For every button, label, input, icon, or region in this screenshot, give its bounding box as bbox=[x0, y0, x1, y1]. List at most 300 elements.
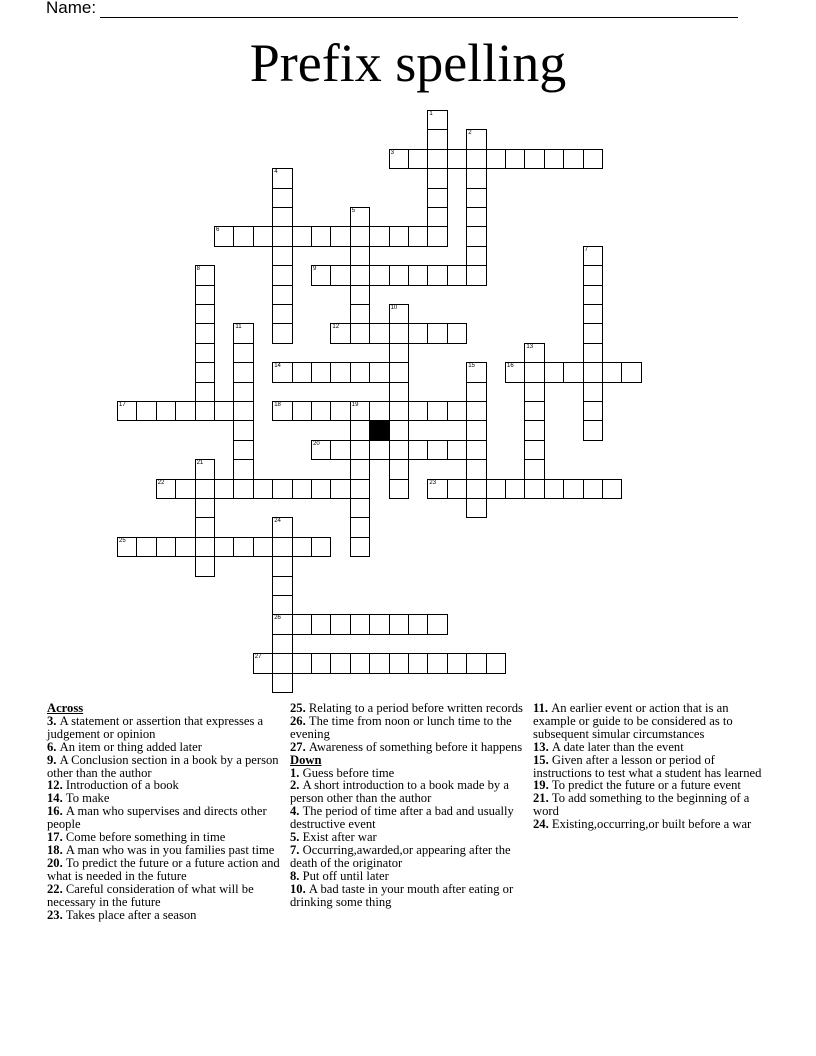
cell-number: 1 bbox=[429, 111, 433, 117]
grid-cell[interactable] bbox=[427, 440, 447, 460]
clue-item bbox=[290, 715, 530, 741]
grid-cell[interactable] bbox=[369, 653, 389, 673]
grid-cell[interactable] bbox=[195, 323, 215, 343]
grid-cell[interactable] bbox=[583, 382, 603, 402]
grid-cell[interactable] bbox=[524, 382, 544, 402]
grid-cell[interactable] bbox=[466, 168, 486, 188]
cell-number: 21 bbox=[196, 460, 204, 467]
clue-number-dot: . bbox=[59, 804, 66, 819]
grid-cell[interactable] bbox=[292, 479, 312, 499]
grid-cell[interactable] bbox=[272, 207, 292, 227]
clue-number: 8 bbox=[290, 868, 297, 883]
grid-cell[interactable] bbox=[369, 323, 389, 343]
grid-cell[interactable] bbox=[195, 401, 215, 421]
grid-cell[interactable] bbox=[292, 362, 312, 382]
grid-cell[interactable] bbox=[272, 285, 292, 305]
clue-number-dot: . bbox=[296, 804, 303, 819]
clue-number: 12 bbox=[47, 778, 60, 793]
grid-cell[interactable] bbox=[563, 149, 583, 169]
grid-cell[interactable] bbox=[330, 440, 350, 460]
grid-cell[interactable] bbox=[466, 207, 486, 227]
grid-cell[interactable] bbox=[544, 479, 564, 499]
grid-cell[interactable] bbox=[195, 459, 215, 479]
grid-cell[interactable] bbox=[524, 479, 544, 499]
grid-cell[interactable] bbox=[466, 382, 486, 402]
grid-cell[interactable] bbox=[272, 265, 292, 285]
grid-cell[interactable] bbox=[272, 246, 292, 266]
grid-cell[interactable] bbox=[427, 188, 447, 208]
clue-number-dot: . bbox=[59, 778, 66, 793]
grid-cell[interactable] bbox=[253, 479, 273, 499]
grid-cell[interactable] bbox=[389, 401, 409, 421]
grid-cell[interactable] bbox=[330, 362, 350, 382]
grid-cell[interactable] bbox=[311, 265, 331, 285]
clue-number: 13 bbox=[533, 739, 546, 754]
grid-cell[interactable] bbox=[447, 323, 467, 343]
grid-cell[interactable] bbox=[583, 285, 603, 305]
grid-cell[interactable] bbox=[195, 517, 215, 537]
cell-number: 17 bbox=[119, 402, 126, 408]
grid-cell[interactable] bbox=[272, 517, 292, 537]
grid-cell[interactable] bbox=[214, 401, 234, 421]
grid-cell[interactable] bbox=[233, 382, 253, 402]
grid-cell[interactable] bbox=[427, 401, 447, 421]
grid-cell[interactable] bbox=[505, 362, 525, 382]
grid-cell[interactable] bbox=[408, 226, 428, 246]
grid-cell[interactable] bbox=[583, 362, 603, 382]
black-cell bbox=[369, 420, 389, 440]
cell-number: 6 bbox=[216, 227, 220, 234]
clues-column-3 bbox=[533, 702, 773, 831]
grid-cell[interactable] bbox=[233, 420, 253, 440]
grid-cell[interactable] bbox=[427, 265, 447, 285]
grid-cell[interactable] bbox=[583, 323, 603, 343]
grid-cell[interactable] bbox=[156, 537, 176, 557]
grid-cell[interactable] bbox=[466, 653, 486, 673]
grid-cell[interactable] bbox=[272, 304, 292, 324]
grid-cell[interactable] bbox=[486, 479, 506, 499]
grid-cell[interactable] bbox=[350, 614, 370, 634]
grid-cell[interactable] bbox=[563, 479, 583, 499]
clue-item bbox=[47, 754, 287, 780]
grid-cell[interactable] bbox=[292, 537, 312, 557]
grid-cell[interactable] bbox=[447, 265, 467, 285]
grid-cell[interactable] bbox=[272, 576, 292, 596]
grid-cell[interactable] bbox=[292, 226, 312, 246]
clue-item bbox=[290, 741, 530, 754]
clue-text: Awareness of something before it happens bbox=[308, 739, 523, 754]
grid-cell[interactable] bbox=[466, 401, 486, 421]
grid-cell[interactable] bbox=[466, 265, 486, 285]
grid-cell[interactable] bbox=[524, 401, 544, 421]
grid-cell[interactable] bbox=[117, 401, 137, 421]
grid-cell[interactable] bbox=[408, 149, 428, 169]
grid-cell[interactable] bbox=[136, 537, 156, 557]
grid-cell[interactable] bbox=[195, 556, 215, 576]
clue-text: To make bbox=[65, 791, 110, 806]
grid-cell[interactable] bbox=[389, 362, 409, 382]
grid-cell[interactable] bbox=[389, 323, 409, 343]
grid-cell[interactable] bbox=[195, 362, 215, 382]
grid-cell[interactable] bbox=[524, 362, 544, 382]
clue-number: 26 bbox=[290, 713, 303, 728]
clue-number-dot: . bbox=[302, 713, 309, 728]
grid-cell[interactable] bbox=[408, 614, 428, 634]
grid-cell[interactable] bbox=[466, 498, 486, 518]
grid-cell[interactable] bbox=[583, 479, 603, 499]
grid-cell[interactable] bbox=[330, 479, 350, 499]
clue-number: 27 bbox=[290, 739, 303, 754]
clue-number: 22 bbox=[47, 881, 60, 896]
cell-number: 4 bbox=[274, 169, 278, 176]
grid-cell[interactable] bbox=[350, 207, 370, 227]
grid-cell[interactable] bbox=[350, 265, 370, 285]
clue-text: Exist after war bbox=[302, 830, 377, 845]
grid-cell[interactable] bbox=[272, 537, 292, 557]
grid-cell[interactable] bbox=[408, 323, 428, 343]
grid-cell[interactable] bbox=[524, 149, 544, 169]
grid-cell[interactable] bbox=[544, 362, 564, 382]
grid-cell[interactable] bbox=[350, 226, 370, 246]
clue-text: Existing,occurring,or built before a war bbox=[551, 817, 752, 832]
grid-cell[interactable] bbox=[311, 537, 331, 557]
grid-cell[interactable] bbox=[408, 265, 428, 285]
grid-cell[interactable] bbox=[311, 614, 331, 634]
grid-cell[interactable] bbox=[272, 653, 292, 673]
cell-number: 27 bbox=[254, 654, 262, 661]
clue-number: 21 bbox=[533, 791, 546, 806]
grid-cell[interactable] bbox=[427, 614, 447, 634]
grid-cell[interactable] bbox=[427, 226, 447, 246]
grid-cell[interactable] bbox=[524, 343, 544, 363]
grid-cell[interactable] bbox=[195, 498, 215, 518]
grid-cell[interactable] bbox=[350, 362, 370, 382]
grid-cell[interactable] bbox=[369, 401, 389, 421]
grid-cell[interactable] bbox=[311, 226, 331, 246]
clue-number: 3 bbox=[47, 713, 54, 728]
grid-cell[interactable] bbox=[427, 323, 447, 343]
grid-cell[interactable] bbox=[389, 343, 409, 363]
clue-item bbox=[533, 818, 773, 831]
grid-cell[interactable] bbox=[272, 226, 292, 246]
grid-cell[interactable] bbox=[466, 129, 486, 149]
clue-item bbox=[290, 883, 530, 909]
grid-cell[interactable] bbox=[350, 440, 370, 460]
grid-cell[interactable] bbox=[447, 401, 467, 421]
grid-cell[interactable] bbox=[272, 673, 292, 693]
clue-item bbox=[290, 805, 530, 831]
clue-text: Put off until later bbox=[302, 868, 389, 883]
grid-cell[interactable] bbox=[350, 401, 370, 421]
grid-cell[interactable] bbox=[175, 401, 195, 421]
grid-cell[interactable] bbox=[447, 149, 467, 169]
clue-number-dot: . bbox=[545, 817, 552, 832]
grid-cell[interactable] bbox=[389, 653, 409, 673]
grid-cell[interactable] bbox=[350, 420, 370, 440]
grid-cell[interactable] bbox=[272, 634, 292, 654]
clue-text: A man who was in you families past time bbox=[65, 842, 275, 857]
grid-cell[interactable] bbox=[466, 420, 486, 440]
clue-number-dot: . bbox=[296, 842, 303, 857]
grid-cell[interactable] bbox=[466, 479, 486, 499]
grid-cell[interactable] bbox=[350, 285, 370, 305]
grid-cell[interactable] bbox=[408, 401, 428, 421]
down-heading: Down bbox=[290, 752, 322, 767]
grid-cell[interactable] bbox=[272, 614, 292, 634]
grid-cell[interactable] bbox=[621, 362, 641, 382]
grid-cell[interactable] bbox=[447, 479, 467, 499]
grid-cell[interactable] bbox=[292, 653, 312, 673]
grid-cell[interactable] bbox=[583, 401, 603, 421]
cell-number: 14 bbox=[274, 363, 281, 370]
grid-cell[interactable] bbox=[272, 362, 292, 382]
grid-cell[interactable] bbox=[233, 537, 253, 557]
grid-cell[interactable] bbox=[214, 537, 234, 557]
clue-number: 25 bbox=[290, 701, 303, 715]
clue-text: A date later than the event bbox=[551, 739, 684, 754]
grid-cell[interactable] bbox=[583, 304, 603, 324]
grid-cell[interactable] bbox=[369, 440, 389, 460]
clue-text: The period of time after a bad and usually destructive event bbox=[290, 804, 514, 832]
grid-cell[interactable] bbox=[583, 265, 603, 285]
grid-cell[interactable] bbox=[486, 653, 506, 673]
grid-cell[interactable] bbox=[233, 440, 253, 460]
grid-cell[interactable] bbox=[447, 440, 467, 460]
cell-number: 5 bbox=[351, 208, 356, 214]
clue-number: 16 bbox=[47, 804, 60, 819]
grid-cell[interactable] bbox=[389, 440, 409, 460]
grid-cell[interactable] bbox=[389, 304, 409, 324]
grid-cell[interactable] bbox=[311, 440, 331, 460]
grid-cell[interactable] bbox=[175, 479, 195, 499]
grid-cell[interactable] bbox=[583, 343, 603, 363]
grid-cell[interactable] bbox=[505, 149, 525, 169]
grid-cell[interactable] bbox=[272, 168, 292, 188]
grid-cell[interactable] bbox=[233, 323, 253, 343]
grid-cell[interactable] bbox=[408, 653, 428, 673]
grid-cell[interactable] bbox=[136, 401, 156, 421]
clue-number-dot: . bbox=[545, 778, 552, 793]
clue-number: 18 bbox=[47, 842, 60, 857]
grid-cell[interactable] bbox=[427, 479, 447, 499]
cell-number: 26 bbox=[274, 615, 281, 622]
grid-cell[interactable] bbox=[350, 537, 370, 557]
grid-cell[interactable] bbox=[195, 304, 215, 324]
grid-cell[interactable] bbox=[408, 440, 428, 460]
clue-number-dot: . bbox=[53, 739, 60, 754]
clue-number-dot: . bbox=[296, 765, 303, 780]
grid-cell[interactable] bbox=[427, 207, 447, 227]
grid-cell[interactable] bbox=[350, 653, 370, 673]
grid-cell[interactable] bbox=[369, 226, 389, 246]
clue-item bbox=[533, 792, 773, 818]
clue-number: 6 bbox=[47, 739, 54, 754]
clue-number: 14 bbox=[47, 791, 60, 806]
grid-cell[interactable] bbox=[389, 459, 409, 479]
clue-number-dot: . bbox=[302, 881, 309, 896]
grid-cell[interactable] bbox=[524, 420, 544, 440]
grid-cell[interactable] bbox=[466, 362, 486, 382]
cell-number: 10 bbox=[390, 305, 398, 311]
grid-cell[interactable] bbox=[369, 614, 389, 634]
grid-cell[interactable] bbox=[175, 537, 195, 557]
grid-cell[interactable] bbox=[311, 479, 331, 499]
grid-cell[interactable] bbox=[330, 323, 350, 343]
grid-cell[interactable] bbox=[311, 653, 331, 673]
clue-item bbox=[533, 702, 773, 741]
clue-text: An item or thing added later bbox=[59, 739, 202, 754]
grid-cell[interactable] bbox=[466, 226, 486, 246]
clue-text: Occurring,awarded,or appearing after the death of the originator bbox=[290, 842, 511, 870]
name-field[interactable] bbox=[46, 0, 738, 18]
grid-cell[interactable] bbox=[369, 362, 389, 382]
cell-number: 18 bbox=[274, 402, 281, 408]
cell-number: 9 bbox=[313, 266, 317, 273]
grid-cell[interactable] bbox=[583, 420, 603, 440]
grid-cell[interactable] bbox=[486, 149, 506, 169]
grid-cell[interactable] bbox=[272, 188, 292, 208]
grid-cell[interactable] bbox=[195, 285, 215, 305]
grid-cell[interactable] bbox=[330, 401, 350, 421]
cell-number: 25 bbox=[119, 537, 126, 544]
grid-cell[interactable] bbox=[195, 343, 215, 363]
grid-cell[interactable] bbox=[389, 382, 409, 402]
cell-number: 11 bbox=[235, 324, 242, 331]
grid-cell[interactable] bbox=[389, 265, 409, 285]
grid-cell[interactable] bbox=[233, 479, 253, 499]
clue-number: 19 bbox=[533, 778, 546, 793]
grid-cell[interactable] bbox=[447, 653, 467, 673]
grid-cell[interactable] bbox=[330, 265, 350, 285]
grid-cell[interactable] bbox=[253, 653, 273, 673]
clue-number: 2 bbox=[290, 778, 297, 793]
grid-cell[interactable] bbox=[466, 459, 486, 479]
grid-cell[interactable] bbox=[583, 149, 603, 169]
grid-cell[interactable] bbox=[156, 479, 176, 499]
grid-cell[interactable] bbox=[389, 226, 409, 246]
grid-cell[interactable] bbox=[563, 362, 583, 382]
cell-number: 3 bbox=[390, 149, 394, 156]
clue-number-dot: . bbox=[59, 855, 66, 870]
grid-cell[interactable] bbox=[253, 226, 273, 246]
grid-cell[interactable] bbox=[214, 479, 234, 499]
grid-cell[interactable] bbox=[389, 420, 409, 440]
clue-number-dot: . bbox=[53, 713, 60, 728]
cell-number: 8 bbox=[196, 266, 200, 273]
cell-number: 20 bbox=[313, 440, 320, 447]
grid-cell[interactable] bbox=[466, 440, 486, 460]
grid-cell[interactable] bbox=[272, 595, 292, 615]
grid-cell[interactable] bbox=[311, 401, 331, 421]
grid-cell[interactable] bbox=[466, 188, 486, 208]
clue-text: To predict the future or a future event bbox=[551, 778, 741, 793]
grid-cell[interactable] bbox=[466, 246, 486, 266]
grid-cell[interactable] bbox=[117, 537, 137, 557]
clue-number-dot: . bbox=[296, 830, 303, 845]
grid-cell[interactable] bbox=[350, 459, 370, 479]
grid-cell[interactable] bbox=[330, 226, 350, 246]
clue-number-dot: . bbox=[302, 739, 309, 754]
clue-item bbox=[533, 754, 773, 780]
grid-cell[interactable] bbox=[195, 382, 215, 402]
clue-number-dot: . bbox=[545, 791, 552, 806]
clue-number-dot: . bbox=[545, 752, 552, 767]
grid-cell[interactable] bbox=[350, 304, 370, 324]
cell-number: 15 bbox=[468, 363, 475, 370]
grid-cell[interactable] bbox=[583, 246, 603, 266]
grid-cell[interactable] bbox=[195, 537, 215, 557]
grid-cell[interactable] bbox=[389, 149, 409, 169]
grid-cell[interactable] bbox=[389, 479, 409, 499]
grid-cell[interactable] bbox=[233, 362, 253, 382]
grid-cell[interactable] bbox=[602, 362, 622, 382]
grid-cell[interactable] bbox=[466, 149, 486, 169]
grid-cell[interactable] bbox=[272, 479, 292, 499]
grid-cell[interactable] bbox=[292, 401, 312, 421]
clue-number: 15 bbox=[533, 752, 546, 767]
clue-number-dot: . bbox=[544, 701, 552, 715]
cell-number: 22 bbox=[157, 479, 165, 486]
grid-cell[interactable] bbox=[524, 440, 544, 460]
grid-cell[interactable] bbox=[427, 149, 447, 169]
clue-number: 24 bbox=[533, 817, 546, 832]
clue-text: Takes place after a season bbox=[65, 907, 197, 922]
grid-cell[interactable] bbox=[272, 556, 292, 576]
clue-text: An earlier event or action that is an example or guide to be considered as to subsequent simular circumstances bbox=[533, 701, 733, 741]
grid-cell[interactable] bbox=[427, 168, 447, 188]
grid-cell[interactable] bbox=[602, 479, 622, 499]
grid-cell[interactable] bbox=[350, 246, 370, 266]
grid-cell[interactable] bbox=[544, 149, 564, 169]
grid-cell[interactable] bbox=[233, 226, 253, 246]
grid-cell[interactable] bbox=[214, 226, 234, 246]
clue-number: 5 bbox=[290, 830, 297, 845]
grid-cell[interactable] bbox=[272, 323, 292, 343]
clue-number-dot: . bbox=[59, 791, 66, 806]
grid-cell[interactable] bbox=[253, 537, 273, 557]
grid-cell[interactable] bbox=[195, 479, 215, 499]
clue-item bbox=[47, 805, 287, 831]
grid-cell[interactable] bbox=[233, 343, 253, 363]
grid-cell[interactable] bbox=[427, 110, 447, 130]
grid-cell[interactable] bbox=[330, 653, 350, 673]
grid-cell[interactable] bbox=[156, 401, 176, 421]
clues-column-1 bbox=[47, 702, 287, 921]
grid-cell[interactable] bbox=[350, 323, 370, 343]
grid-cell[interactable] bbox=[389, 614, 409, 634]
grid-cell[interactable] bbox=[350, 498, 370, 518]
grid-cell[interactable] bbox=[195, 265, 215, 285]
clue-number-dot: . bbox=[302, 701, 309, 715]
grid-cell[interactable] bbox=[350, 517, 370, 537]
clue-text: A short introduction to a book made by a person other than the author bbox=[290, 778, 509, 806]
cell-number: 12 bbox=[332, 324, 340, 331]
grid-cell[interactable] bbox=[524, 459, 544, 479]
grid-cell[interactable] bbox=[233, 459, 253, 479]
grid-cell[interactable] bbox=[427, 653, 447, 673]
grid-cell[interactable] bbox=[272, 401, 292, 421]
clue-text: To add something to the beginning of a word bbox=[533, 791, 750, 819]
grid-cell[interactable] bbox=[427, 129, 447, 149]
grid-cell[interactable] bbox=[233, 401, 253, 421]
grid-cell[interactable] bbox=[369, 265, 389, 285]
grid-cell[interactable] bbox=[311, 362, 331, 382]
grid-cell[interactable] bbox=[292, 614, 312, 634]
grid-cell[interactable] bbox=[505, 479, 525, 499]
name-blank-line[interactable] bbox=[100, 1, 738, 18]
grid-cell[interactable] bbox=[330, 614, 350, 634]
grid-cell[interactable] bbox=[350, 479, 370, 499]
